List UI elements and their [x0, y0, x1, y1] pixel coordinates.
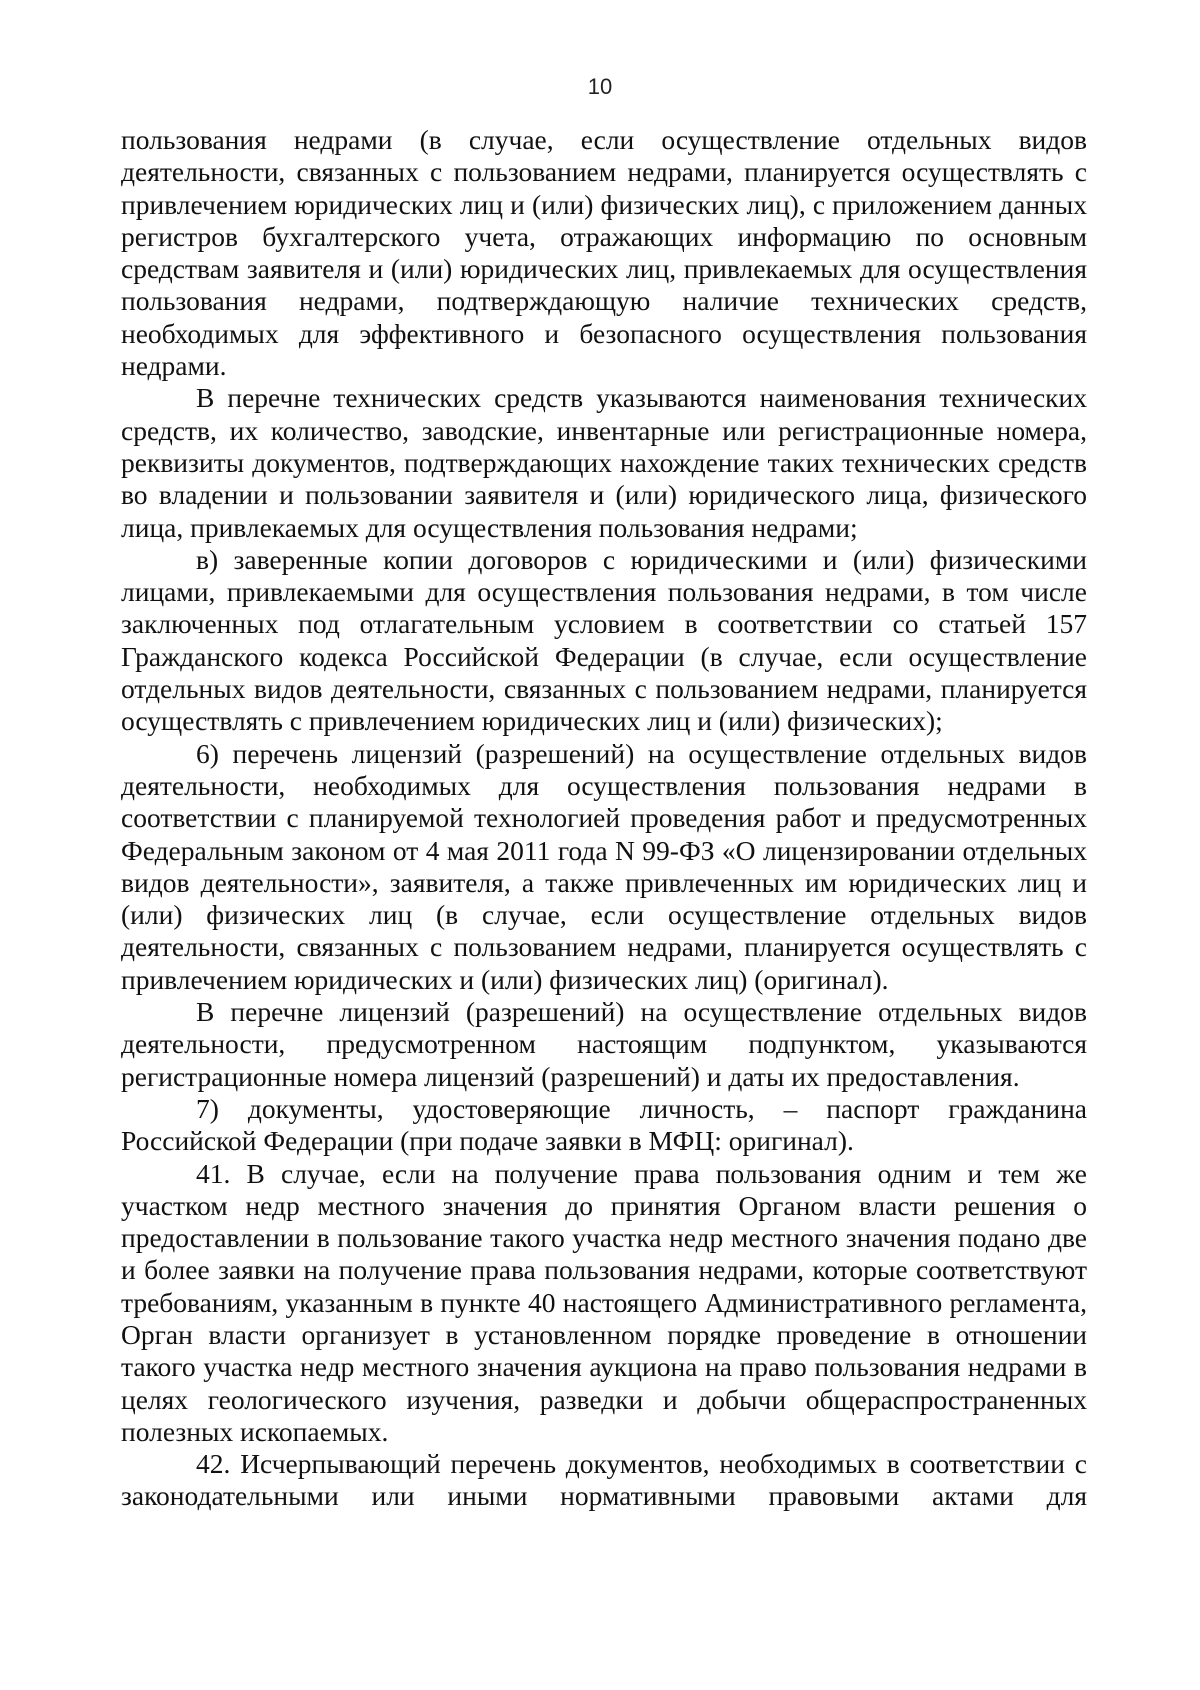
paragraph-clause-42: 42. Исчерпывающий перечень документов, необходимых в соответствии с законодательными или иными нормативными правовыми актами для	[121, 1448, 1087, 1512]
document-body	[121, 124, 1087, 1513]
paragraph-continuation: пользования недрами (в случае, если осуществление отдельных видов деятельности, связанных с пользованием недрами, планируется осуществлять с привлечением юридических лиц и (или) физических лиц), с приложением данных регистров бухгалтерского учета, отражающих информацию по основным средствам заявителя и (или) юридических лиц, привлекаемых для осуществления пользования недрами, подтверждающую наличие технических средств, необходимых для эффективного и безопасного осуществления пользования недрами.	[121, 124, 1087, 382]
paragraph-clause-41: 41. В случае, если на получение права пользования одним и тем же участком недр местного значения до принятия Органом власти решения о предоставлении в пользование такого участка недр местного значения подано две и более заявки на получение права пользования недрами, которые соответствуют требованиям, указанным в пункте 40 настоящего Административного регламента, Орган власти организует в установленном порядке проведение в отношении такого участка недр местного значения аукциона на право пользования недрами в целях геологического изучения, разведки и добычи общераспространенных полезных ископаемых.	[121, 1157, 1087, 1447]
paragraph-item-7: 7) документы, удостоверяющие личность, – паспорт гражданина Российской Федерации (при подаче заявки в МФЦ: оригинал).	[121, 1092, 1087, 1157]
page-number: 10	[587, 74, 613, 99]
paragraph-item-v: в) заверенные копии договоров с юридическими и (или) физическими лицами, привлекаемыми для осуществления пользования недрами, в том числе заключенных под отлагательным условием в соответствии со статьей 157 Гражданского кодекса Российской Федерации (в случае, если осуществление отдельных видов деятельности, связанных с пользованием недрами, планируется осуществлять с привлечением юридических лиц и (или) физических);	[121, 543, 1087, 737]
paragraph-licenses-list: В перечне лицензий (разрешений) на осуществление отдельных видов деятельности, предусмотренном настоящим подпунктом, указываются регистрационные номера лицензий (разрешений) и даты их предоставления.	[121, 996, 1087, 1092]
paragraph-item-6: 6) перечень лицензий (разрешений) на осуществление отдельных видов деятельности, необходимых для осуществления пользования недрами в соответствии с планируемой технологией проведения работ и предусмотренных Федеральным законом от 4 мая 2011 года N 99-ФЗ «О лицензировании отдельных видов деятельности», заявителя, а также привлеченных им юридических лиц и (или) физических лиц (в случае, если осуществление отдельных видов деятельности, связанных с пользованием недрами, планируется осуществлять с привлечением юридических и (или) физических лиц) (оригинал).	[121, 737, 1087, 995]
paragraph-technical-means-list: В перечне технических средств указываются наименования технических средств, их количество, заводские, инвентарные или регистрационные номера, реквизиты документов, подтверждающих нахождение таких технических средств во владении и пользовании заявителя и (или) юридического лица, физического лица, привлекаемых для осуществления пользования недрами;	[121, 382, 1087, 543]
